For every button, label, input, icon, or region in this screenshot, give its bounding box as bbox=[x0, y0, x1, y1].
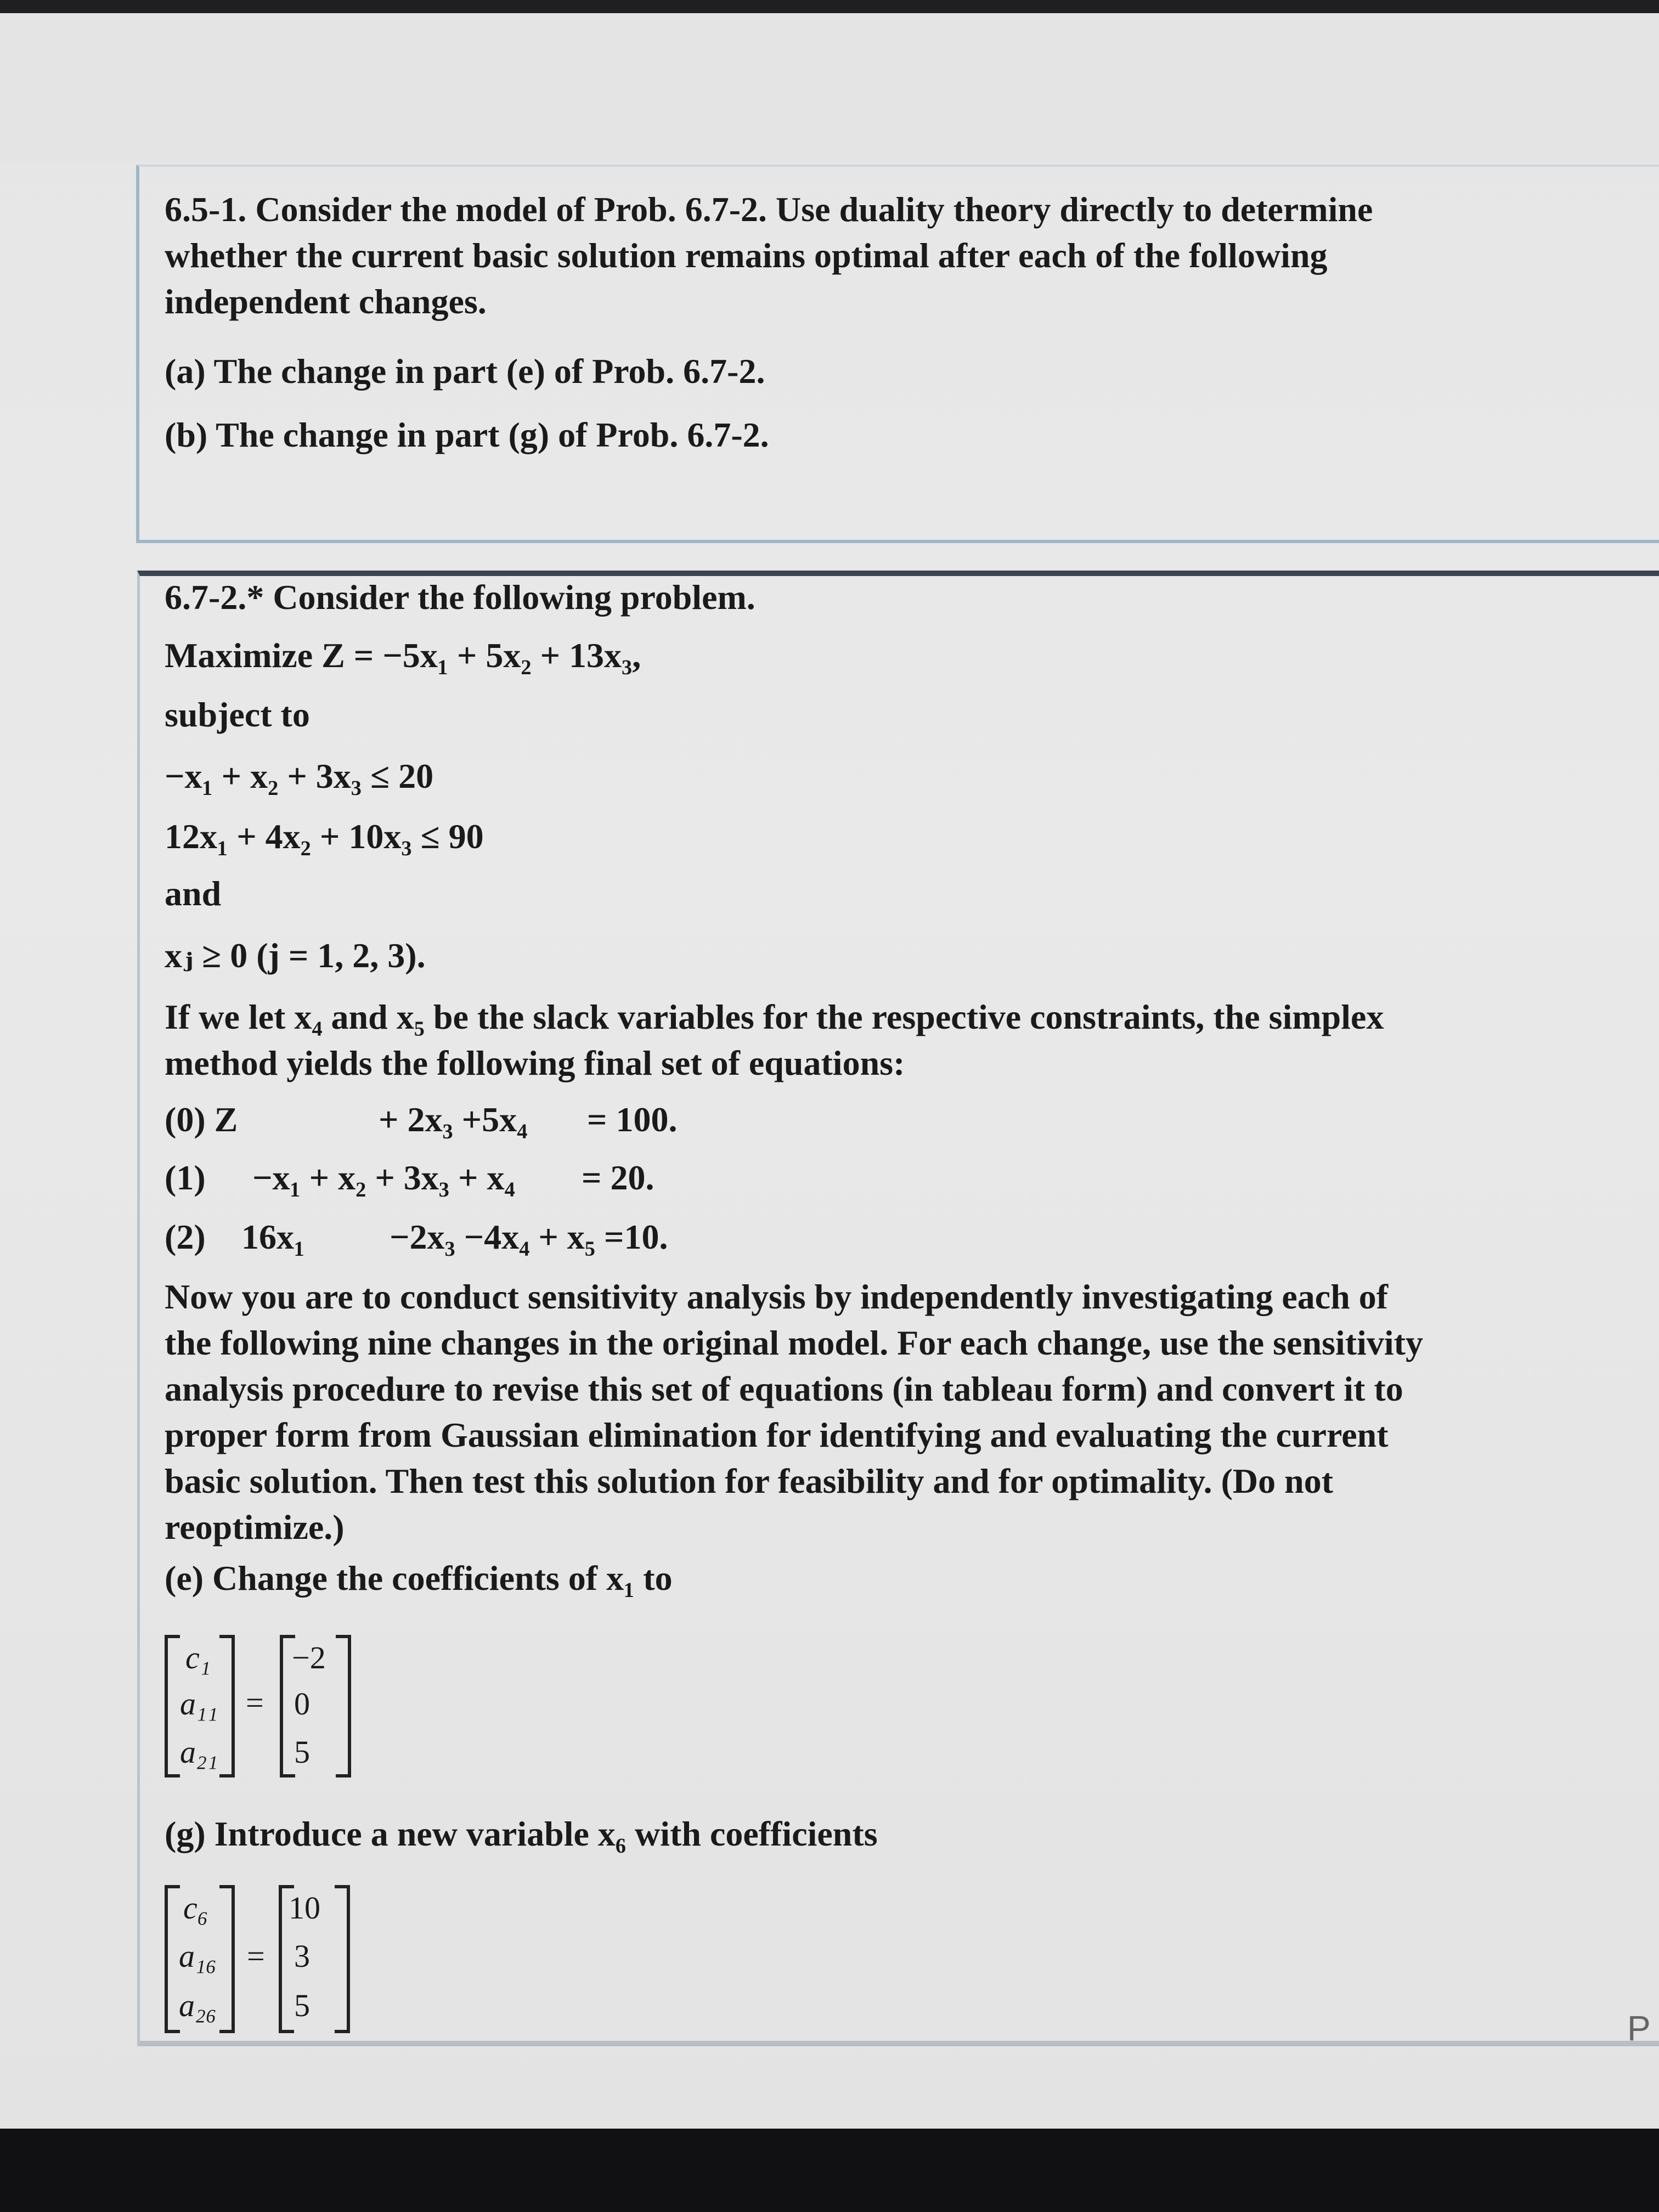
instructions-line-5: basic solution. Then test this solution for feasibility and for optimality. (Do not bbox=[165, 1462, 1334, 1500]
problem-statement bbox=[165, 187, 1373, 325]
matrix-g bbox=[165, 1885, 362, 2033]
matrix-e bbox=[165, 1635, 362, 1778]
matrix-g-left-bracket-close bbox=[219, 1885, 235, 2033]
problem-line-3: independent changes. bbox=[165, 282, 487, 321]
top-toolbar-area bbox=[0, 13, 1659, 161]
matrix-g-left-bracket-open bbox=[165, 1885, 180, 2033]
matrix-g-left-cell-1: c₆ bbox=[183, 1890, 208, 1926]
equation-0-rhs: = 100. bbox=[587, 1100, 678, 1139]
reference-heading: 6.7-2.* Consider the following problem. bbox=[165, 578, 755, 617]
clipped-edge-text: P bbox=[1627, 2008, 1651, 2048]
matrix-e-equals: = bbox=[246, 1685, 264, 1720]
slack-intro-line-1: If we let x₄ and x₅ be the slack variables for the respective constraints, the simplex bbox=[165, 997, 1384, 1036]
slack-intro-line-2: method yields the following final set of equations: bbox=[165, 1043, 905, 1082]
problem-part-a: (a) The change in part (e) of Prob. 6.7-2. bbox=[165, 352, 765, 391]
matrix-g-equals: = bbox=[247, 1938, 265, 1974]
matrix-e-right-cell-3: 5 bbox=[294, 1734, 310, 1770]
equation-2-rest: −2x₃ −4x₄ + x₅ =10. bbox=[390, 1217, 668, 1256]
matrix-e-left-cell-1: c₁ bbox=[185, 1640, 211, 1675]
matrix-e-right-cell-2: 0 bbox=[294, 1686, 310, 1722]
problem-line-2: whether the current basic solution remains optimal after each of the following bbox=[165, 236, 1328, 275]
constraint-2: 12x₁ + 4x₂ + 10x₃ ≤ 90 bbox=[165, 817, 484, 856]
equation-0-label: (0) Z bbox=[165, 1100, 238, 1139]
objective-function: Maximize Z = −5x₁ + 5x₂ + 13x₃, bbox=[165, 636, 641, 675]
part-e-label: (e) Change the coefficients of x₁ to bbox=[165, 1559, 673, 1598]
nonnegativity-constraint: xⱼ ≥ 0 (j = 1, 2, 3). bbox=[165, 936, 426, 975]
equation-2-lhs: 16x₁ bbox=[241, 1217, 305, 1256]
instructions-line-6: reoptimize.) bbox=[165, 1508, 345, 1547]
matrix-g-left-cell-3: a₂₆ bbox=[179, 1988, 217, 2023]
problem-line-1: 6.5-1. Consider the model of Prob. 6.7-2. Use duality theory directly to determine bbox=[165, 190, 1373, 229]
problem-part-b: (b) The change in part (g) of Prob. 6.7-2. bbox=[165, 415, 769, 454]
matrix-e-right-cell-1: −2 bbox=[292, 1640, 326, 1675]
sensitivity-instructions bbox=[165, 1274, 1423, 1550]
instructions-line-4: proper form from Gaussian elimination for identifying and evaluating the current bbox=[165, 1415, 1389, 1454]
instructions-line-2: the following nine changes in the original model. For each change, use the sensitivity bbox=[165, 1323, 1423, 1362]
equation-1-label: (1) bbox=[165, 1158, 206, 1197]
matrix-g-left-cell-2: a₁₆ bbox=[179, 1938, 217, 1974]
part-g-label: (g) Introduce a new variable x₆ with coefficients bbox=[165, 1814, 878, 1853]
matrix-g-right-bracket-close bbox=[335, 1885, 350, 2033]
matrix-e-left-cell-2: a₁₁ bbox=[180, 1686, 218, 1722]
matrix-g-right-cell-2: 3 bbox=[294, 1938, 310, 1974]
matrix-g-right-cell-1: 10 bbox=[289, 1890, 320, 1926]
screen-bezel bbox=[0, 2129, 1659, 2212]
and-label: and bbox=[165, 874, 222, 913]
instructions-line-1: Now you are to conduct sensitivity analysis by independently investigating each of bbox=[165, 1277, 1389, 1316]
instructions-line-3: analysis procedure to revise this set of equations (in tableau form) and convert it to bbox=[165, 1369, 1403, 1408]
slack-intro bbox=[165, 994, 1384, 1086]
equation-1-rhs: = 20. bbox=[582, 1158, 654, 1197]
equation-1-lhs: −x₁ + x₂ + 3x₃ + x₄ bbox=[252, 1158, 515, 1197]
matrix-e-left-cell-3: a₂₁ bbox=[180, 1734, 218, 1770]
matrix-e-right-bracket-close bbox=[336, 1635, 351, 1778]
equation-0-lhs: + 2x₃ +5x₄ bbox=[379, 1100, 528, 1139]
matrix-e-left-bracket-open bbox=[165, 1635, 180, 1778]
matrix-g-right-cell-3: 5 bbox=[294, 1988, 310, 2023]
equation-2-label: (2) bbox=[165, 1217, 206, 1256]
subject-to-label: subject to bbox=[165, 695, 310, 734]
constraint-1: −x₁ + x₂ + 3x₃ ≤ 20 bbox=[165, 757, 434, 795]
matrix-e-left-bracket-close bbox=[219, 1635, 235, 1778]
